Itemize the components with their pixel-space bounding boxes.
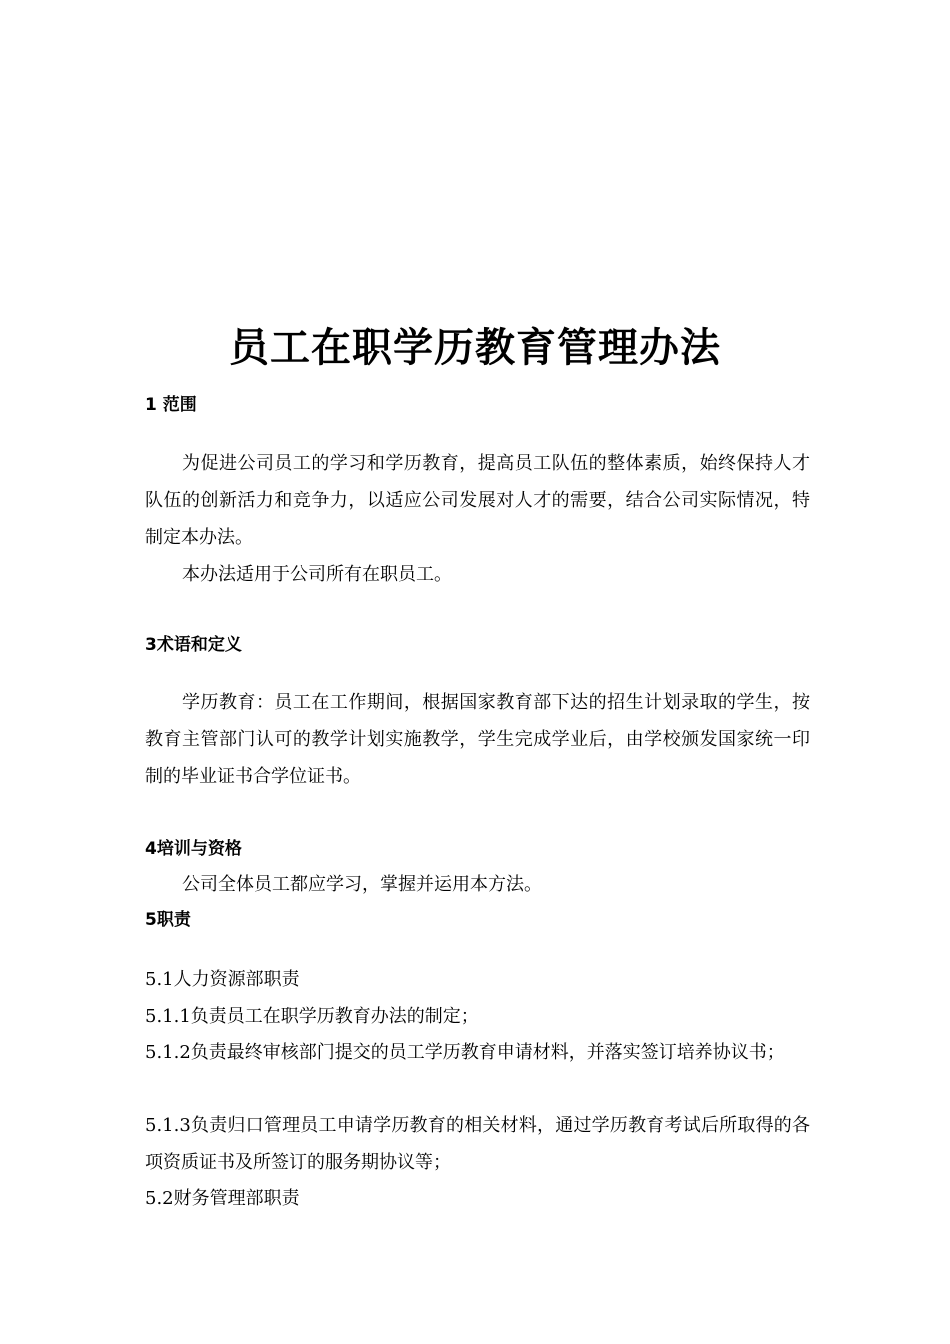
section-responsibilities-heading: 5职责 [145, 910, 191, 930]
scope-paragraph-1: 为促进公司员工的学习和学历教育，提高员工队伍的整体素质，始终保持人才队伍的创新活力和竞争力，以适应公司发展对人才的需要，结合公司实际情况，特制定本办法。 [145, 453, 810, 548]
section-terms-heading: 3术语和定义 [145, 635, 242, 655]
responsibility-item: 5.1.3负责归口管理员工申请学历教育的相关材料，通过学历教育考试后所取得的各项资质证书及所签订的服务期协议等； [145, 1115, 810, 1173]
scope-paragraph-2: 本办法适用于公司所有在职员工。 [182, 564, 452, 585]
training-paragraph: 公司全体员工都应学习，掌握并运用本方法。 [182, 874, 542, 895]
responsibility-item: 5.1人力资源部职责 [145, 969, 300, 990]
section-training-heading: 4培训与资格 [145, 839, 242, 859]
section-scope-heading: 1 范围 [145, 395, 197, 415]
responsibility-item: 5.1.2负责最终审核部门提交的员工学历教育申请材料，并落实签订培养协议书； [145, 1042, 785, 1063]
document-title: 员工在职学历教育管理办法 [229, 325, 721, 371]
responsibility-item: 5.1.1负责员工在职学历教育办法的制定； [145, 1006, 479, 1027]
responsibility-item: 5.2财务管理部职责 [145, 1188, 300, 1209]
terms-paragraph: 学历教育：员工在工作期间，根据国家教育部下达的招生计划录取的学生，按教育主管部门认可的教学计划实施教学，学生完成学业后，由学校颁发国家统一印制的毕业证书合学位证书。 [145, 692, 810, 787]
